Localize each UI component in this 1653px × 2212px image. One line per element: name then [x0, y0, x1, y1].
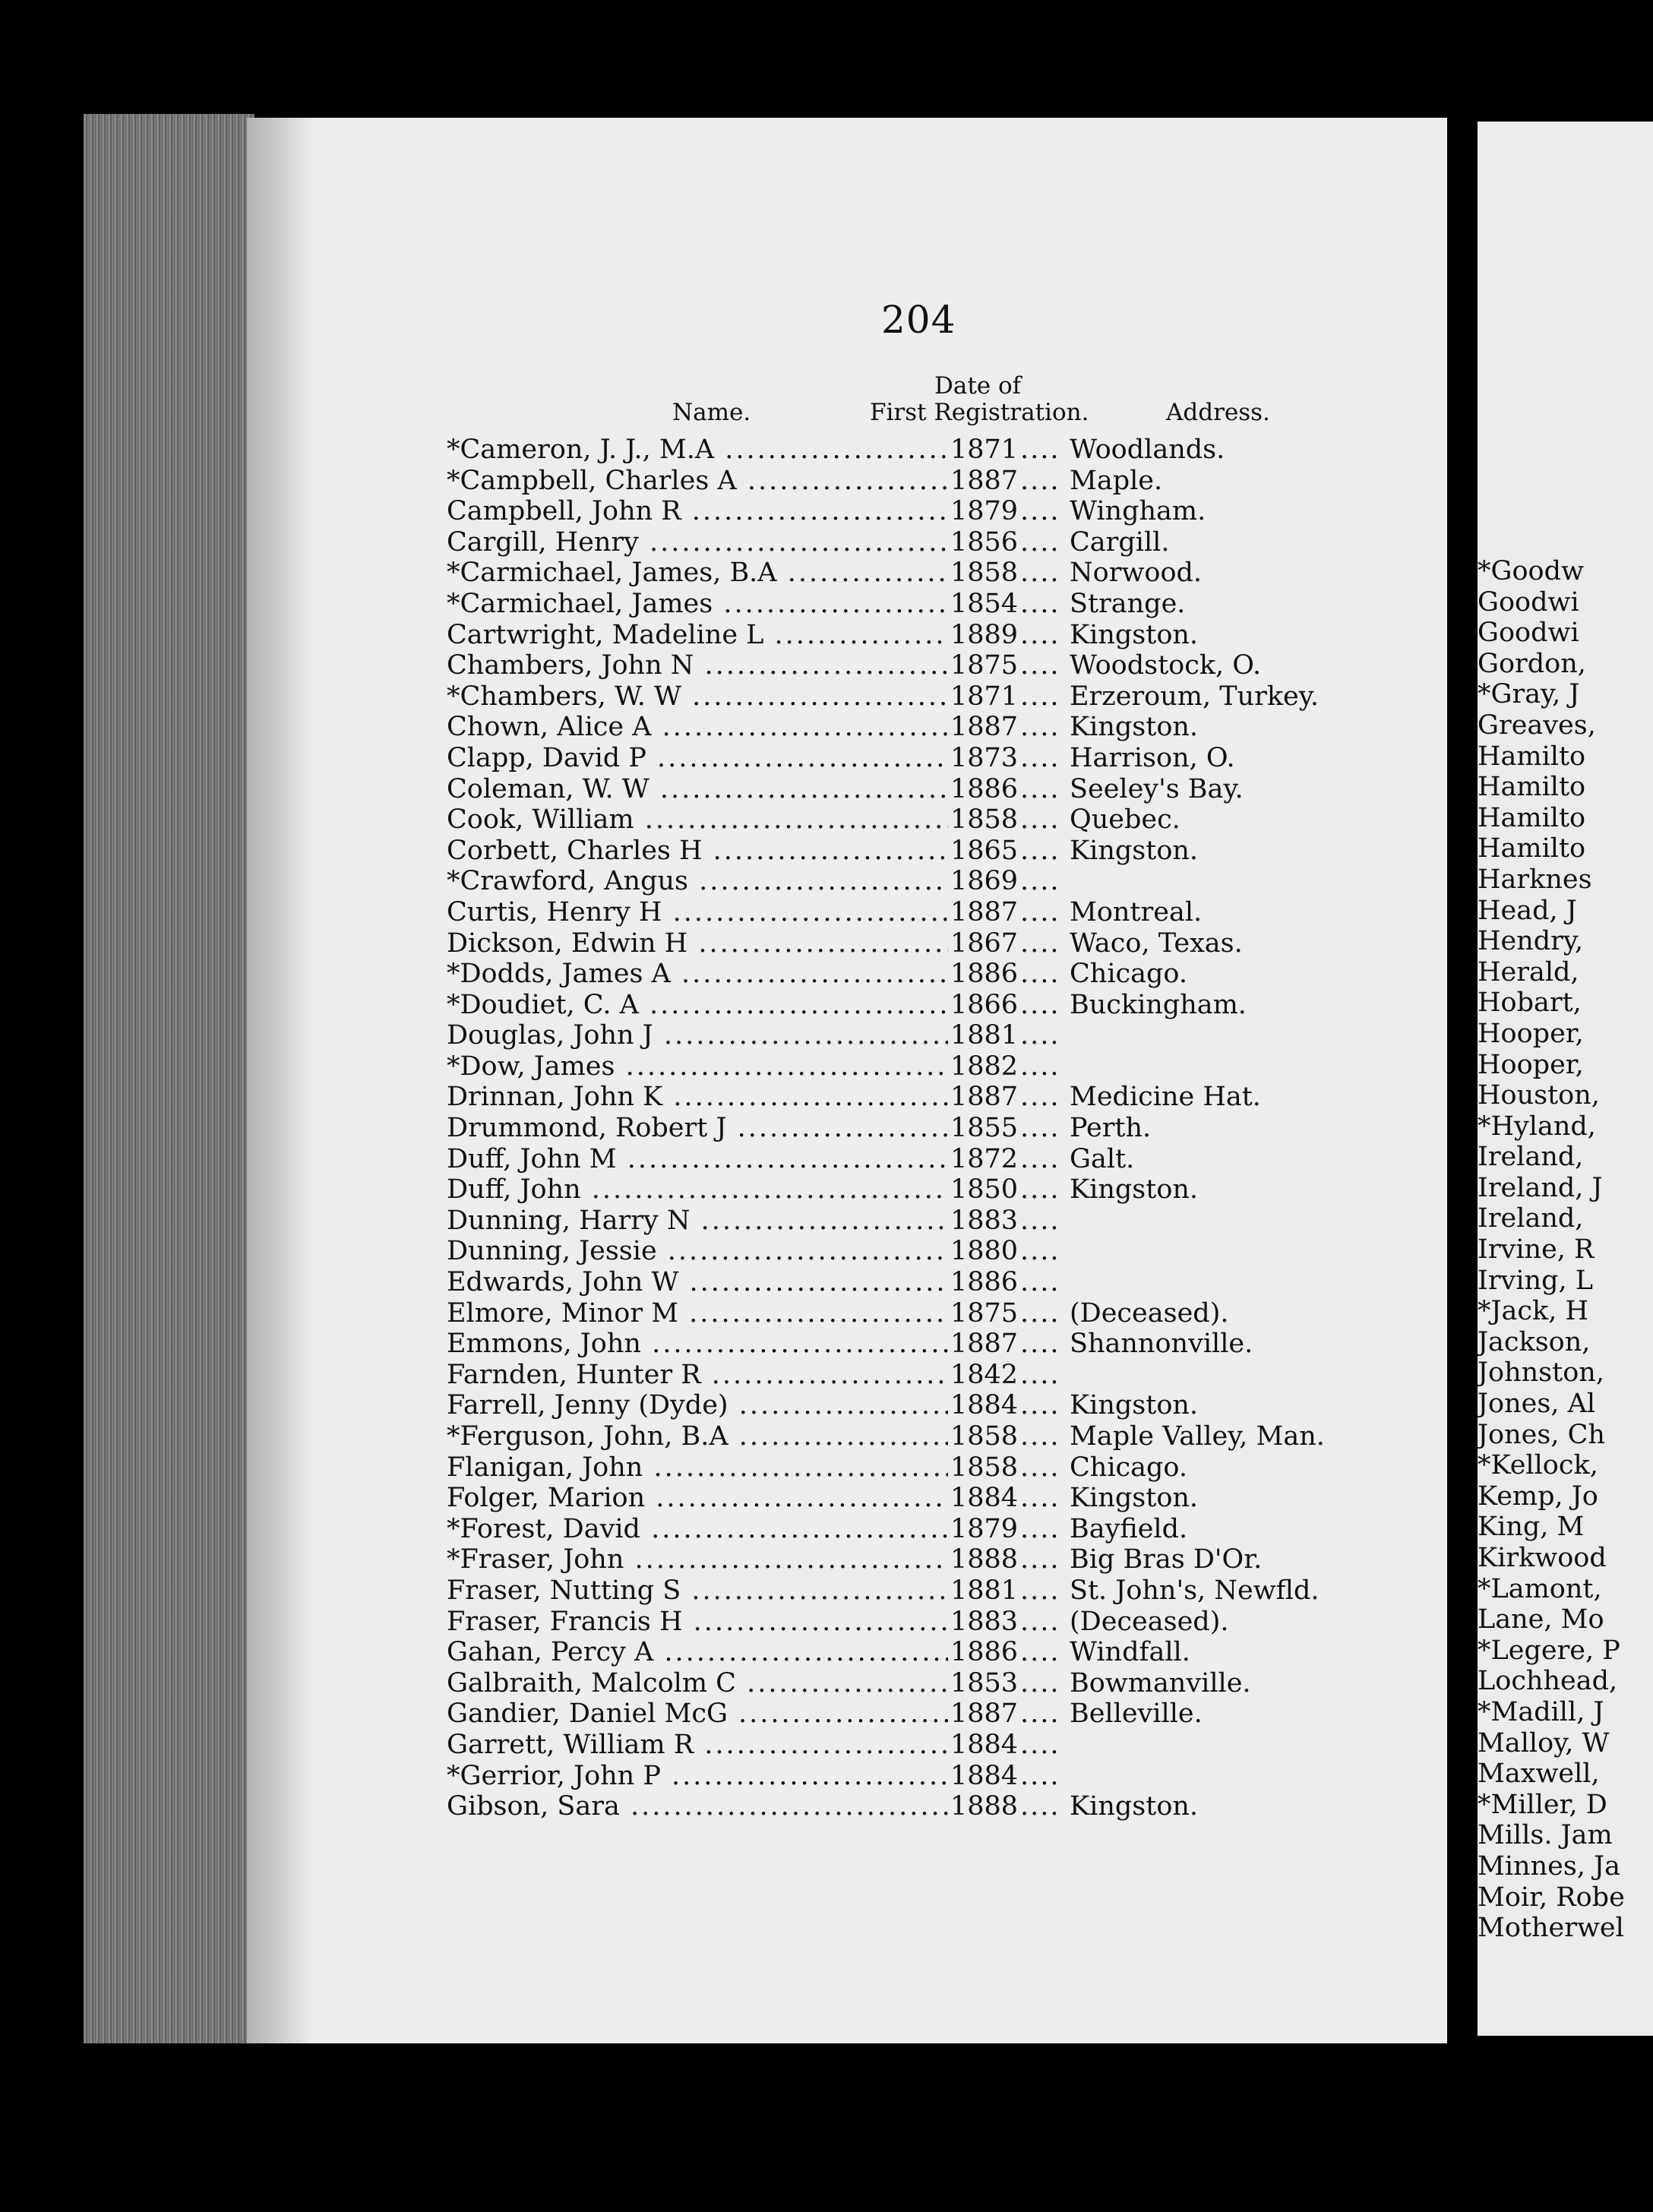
entry-year: 1884 [950, 1390, 1020, 1421]
entry-address: Belleville. [1070, 1698, 1203, 1730]
right-page-fragment-list [1478, 556, 1625, 1944]
entry-name: Farrell, Jenny (Dyde) ..... [447, 1390, 948, 1421]
entry-name: Clapp, David P ..... [447, 743, 948, 774]
list-item [447, 589, 1442, 620]
right-page-fragment: Hamilto [1478, 802, 1586, 833]
entry-year: 1886 [950, 959, 1020, 990]
right-page-fragment: Goodwi [1478, 586, 1579, 618]
list-item [447, 1761, 1442, 1792]
right-page-fragment: Kemp, Jo [1478, 1480, 1598, 1512]
list-item [447, 1360, 1442, 1391]
right-page-fragment: Malloy, W [1478, 1727, 1610, 1759]
leader-dots: .... [1020, 866, 1060, 897]
entry-year: 1887 [950, 712, 1020, 743]
entry-year: 1850 [950, 1174, 1020, 1206]
list-item [447, 712, 1442, 743]
entry-address: Erzeroum, Turkey. [1070, 681, 1320, 712]
list-item [447, 1607, 1442, 1638]
entry-year: 1875 [950, 650, 1020, 681]
list-item [447, 1390, 1442, 1421]
entry-name: *Campbell, Charles A ..... [447, 466, 948, 497]
entry-name: Fraser, Francis H ..... [447, 1607, 948, 1638]
right-page-fragment: Herald, [1478, 956, 1579, 988]
entry-year: 1869 [950, 866, 1020, 897]
list-item [447, 774, 1442, 805]
right-page-fragment: King, M [1478, 1512, 1585, 1543]
list-item [447, 681, 1442, 713]
entry-year: 1887 [950, 466, 1020, 497]
column-header-name: Name. [672, 399, 751, 426]
entry-address: Norwood. [1070, 558, 1203, 589]
book-page-right [1478, 122, 1653, 2036]
entry-name: Cartwright, Madeline L ..... [447, 620, 948, 651]
entry-name: *Cameron, J. J., M.A ..... [447, 434, 948, 466]
leader-dots: .... [1020, 1452, 1060, 1483]
list-item [447, 897, 1442, 928]
right-page-fragment: Ireland, J [1478, 1172, 1603, 1203]
right-page-fragment: Lane, Mo [1478, 1604, 1604, 1635]
entry-address: Chicago. [1070, 959, 1187, 990]
entry-year: 1883 [950, 1607, 1020, 1638]
right-page-fragment: Johnston, [1478, 1357, 1604, 1389]
entry-year: 1881 [950, 1575, 1020, 1607]
leader-dots: .... [1020, 1236, 1060, 1267]
entry-year: 1875 [950, 1298, 1020, 1329]
list-item [447, 1206, 1442, 1237]
leader-dots: .... [1020, 558, 1060, 589]
right-page-fragment: *Miller, D [1478, 1789, 1607, 1820]
entry-name: Duff, John M ..... [447, 1144, 948, 1175]
leader-dots: .... [1020, 1513, 1060, 1544]
leader-dots: .... [1020, 1329, 1060, 1360]
leader-dots: .... [1020, 1051, 1060, 1082]
list-item [447, 466, 1442, 497]
entry-address: Kingston. [1070, 835, 1199, 866]
list-item [447, 928, 1442, 959]
entry-address: Quebec. [1070, 804, 1180, 836]
right-page-fragment: Houston, [1478, 1080, 1600, 1111]
column-header-address: Address. [1166, 399, 1270, 426]
leader-dots: .... [1020, 526, 1060, 558]
right-page-fragment: *Lamont, [1478, 1573, 1602, 1604]
entry-name: Drinnan, John K ..... [447, 1082, 948, 1113]
list-item [447, 1544, 1442, 1575]
entry-name: Curtis, Henry H ..... [447, 897, 948, 928]
entry-name: *Ferguson, John, B.A ..... [447, 1421, 948, 1452]
leader-dots: .... [1020, 1760, 1060, 1791]
entry-year: 1887 [950, 897, 1020, 928]
list-item [447, 1020, 1442, 1051]
right-page-fragment: Lochhead, [1478, 1666, 1618, 1697]
entry-address: Kingston. [1070, 619, 1199, 650]
entry-year: 1889 [950, 620, 1020, 651]
entry-address: Kingston. [1070, 712, 1199, 743]
column-header-date-of: Date of [934, 372, 1022, 400]
entry-name: Elmore, Minor M ..... [447, 1298, 948, 1329]
leader-dots: .... [1020, 835, 1060, 866]
leader-dots: .... [1020, 1297, 1060, 1329]
entry-name: Edwards, John W ..... [447, 1267, 948, 1298]
leader-dots: .... [1020, 1421, 1060, 1452]
list-item [447, 1452, 1442, 1484]
leader-dots: .... [1020, 1544, 1060, 1575]
entry-address: Big Bras D'Or. [1070, 1544, 1263, 1575]
entry-year: 1879 [950, 1514, 1020, 1545]
entry-name: Drummond, Robert J ..... [447, 1113, 948, 1144]
leader-dots: .... [1020, 1667, 1060, 1698]
leader-dots: .... [1020, 1390, 1060, 1421]
right-page-fragment: Moir, Robe [1478, 1882, 1625, 1913]
entry-name: Dickson, Edwin H ..... [447, 928, 948, 959]
entry-address: Chicago. [1070, 1452, 1187, 1483]
entry-name: Cargill, Henry ..... [447, 527, 948, 558]
entry-name: Duff, John ..... [447, 1174, 948, 1206]
entry-name: Dunning, Harry N ..... [447, 1206, 948, 1237]
list-item [447, 1267, 1442, 1298]
leader-dots: .... [1020, 1020, 1060, 1051]
entry-name: *Gerrior, John P ..... [447, 1761, 948, 1792]
registration-list [447, 434, 1442, 1822]
leader-dots: .... [1020, 681, 1060, 712]
leader-dots: .... [1020, 896, 1060, 927]
leader-dots: .... [1020, 959, 1060, 990]
leader-dots: .... [1020, 1082, 1060, 1113]
leader-dots: .... [1020, 773, 1060, 804]
list-item [447, 1051, 1442, 1082]
entry-address: Kingston. [1070, 1791, 1199, 1822]
entry-name: Corbett, Charles H ..... [447, 836, 948, 867]
entry-year: 1887 [950, 1082, 1020, 1113]
entry-year: 1884 [950, 1761, 1020, 1792]
leader-dots: .... [1020, 712, 1060, 743]
entry-name: Emmons, John ..... [447, 1329, 948, 1360]
entry-name: *Forest, David ..... [447, 1514, 948, 1545]
entry-year: 1887 [950, 1698, 1020, 1730]
list-item [447, 1236, 1442, 1267]
entry-address: (Deceased). [1070, 1297, 1229, 1329]
right-page-fragment: Hooper, [1478, 1018, 1584, 1049]
entry-address: Maple. [1070, 465, 1163, 496]
entry-name: Folger, Marion ..... [447, 1483, 948, 1514]
right-page-fragment: *Hyland, [1478, 1111, 1596, 1142]
entry-name: *Dodds, James A ..... [447, 959, 948, 990]
entry-year: 1881 [950, 1020, 1020, 1051]
entry-year: 1887 [950, 1329, 1020, 1360]
leader-dots: .... [1020, 496, 1060, 527]
entry-name: Garrett, William R ..... [447, 1730, 948, 1761]
entry-year: 1867 [950, 928, 1020, 959]
entry-year: 1884 [950, 1730, 1020, 1761]
right-page-fragment: Irvine, R [1478, 1234, 1595, 1266]
leader-dots: .... [1020, 1205, 1060, 1236]
leader-dots: .... [1020, 804, 1060, 836]
entry-address: Waco, Texas. [1070, 927, 1243, 959]
right-page-fragment: Maxwell, [1478, 1759, 1600, 1790]
list-item [447, 959, 1442, 990]
list-item [447, 1637, 1442, 1668]
right-page-fragment: Minnes, Ja [1478, 1850, 1620, 1882]
entry-name: Farnden, Hunter R ..... [447, 1360, 948, 1391]
entry-name: Chambers, John N ..... [447, 650, 948, 681]
entry-name: Coleman, W. W ..... [447, 774, 948, 805]
entry-year: 1858 [950, 804, 1020, 836]
leader-dots: .... [1020, 465, 1060, 496]
entry-name: *Chambers, W. W ..... [447, 681, 948, 713]
list-item [447, 496, 1442, 527]
right-page-fragment: Hendry, [1478, 926, 1584, 957]
entry-name: Chown, Alice A ..... [447, 712, 948, 743]
list-item [447, 1113, 1442, 1144]
entry-year: 1883 [950, 1206, 1020, 1237]
list-item [447, 743, 1442, 774]
entry-year: 1855 [950, 1113, 1020, 1144]
entry-name: *Crawford, Angus ..... [447, 866, 948, 897]
leader-dots: .... [1020, 1606, 1060, 1637]
leader-dots: .... [1020, 1729, 1060, 1760]
right-page-fragment: Hooper, [1478, 1049, 1584, 1080]
list-item [447, 1421, 1442, 1452]
list-item [447, 1730, 1442, 1761]
entry-year: 1872 [950, 1144, 1020, 1175]
entry-address: Woodlands. [1070, 434, 1225, 465]
book-gutter [1447, 114, 1478, 2059]
right-page-fragment: *Madill, J [1478, 1696, 1604, 1727]
entry-address: Wingham. [1070, 496, 1206, 527]
leader-dots: .... [1020, 1359, 1060, 1390]
entry-year: 1842 [950, 1360, 1020, 1391]
list-item [447, 527, 1442, 558]
entry-year: 1865 [950, 836, 1020, 867]
entry-name: *Carmichael, James, B.A ..... [447, 558, 948, 589]
leader-dots: .... [1020, 588, 1060, 619]
right-page-fragment: Jackson, [1478, 1326, 1591, 1357]
entry-year: 1871 [950, 681, 1020, 713]
leader-dots: .... [1020, 619, 1060, 650]
entry-address: Shannonville. [1070, 1329, 1253, 1360]
list-item [447, 1698, 1442, 1730]
right-page-fragment: *Gray, J [1478, 679, 1580, 710]
leader-dots: .... [1020, 1113, 1060, 1144]
right-page-fragment: Motherwel [1478, 1913, 1624, 1944]
list-item [447, 990, 1442, 1021]
list-item [447, 1514, 1442, 1545]
page-number: 204 [881, 298, 956, 342]
column-header-first-registration: First Registration. [870, 399, 1089, 426]
entry-address: Galt. [1070, 1143, 1135, 1174]
list-item [447, 804, 1442, 836]
entry-name: *Carmichael, James ..... [447, 589, 948, 620]
entry-name: *Fraser, John ..... [447, 1544, 948, 1575]
right-page-fragment: Hobart, [1478, 988, 1582, 1019]
leader-dots: .... [1020, 1267, 1060, 1298]
entry-name: Gandier, Daniel McG ..... [447, 1698, 948, 1730]
entry-year: 1880 [950, 1236, 1020, 1267]
leader-dots: .... [1020, 742, 1060, 773]
entry-name: *Doudiet, C. A ..... [447, 990, 948, 1021]
list-item [447, 1575, 1442, 1607]
entry-address: Seeley's Bay. [1070, 773, 1244, 804]
list-item [447, 1174, 1442, 1206]
leader-dots: .... [1020, 1575, 1060, 1606]
leader-dots: .... [1020, 927, 1060, 959]
right-page-fragment: Hamilto [1478, 741, 1586, 772]
leader-dots: .... [1020, 1637, 1060, 1668]
leader-dots: .... [1020, 1483, 1060, 1514]
leader-dots: .... [1020, 989, 1060, 1020]
entry-year: 1886 [950, 774, 1020, 805]
right-page-fragment: Hamilto [1478, 833, 1586, 864]
entry-address: Bowmanville. [1070, 1667, 1251, 1698]
entry-address: Harrison, O. [1070, 742, 1235, 773]
list-item [447, 1668, 1442, 1699]
entry-name: Gibson, Sara ..... [447, 1791, 948, 1822]
leader-dots: .... [1020, 650, 1060, 681]
right-page-fragment: Jones, Ch [1478, 1419, 1605, 1450]
entry-address: Woodstock, O. [1070, 650, 1262, 681]
right-page-fragment: Greaves, [1478, 709, 1596, 741]
entry-year: 1888 [950, 1791, 1020, 1822]
right-page-fragment: *Goodw [1478, 556, 1584, 586]
entry-year: 1858 [950, 558, 1020, 589]
right-page-fragment: Kirkwood [1478, 1543, 1607, 1573]
list-item [447, 1144, 1442, 1175]
entry-year: 1866 [950, 990, 1020, 1021]
page-binding-shadow [247, 118, 315, 2043]
list-item [447, 836, 1442, 867]
entry-address: Kingston. [1070, 1390, 1199, 1421]
entry-address: (Deceased). [1070, 1606, 1229, 1637]
book-page-edges [84, 114, 254, 2043]
right-page-fragment: Goodwi [1478, 618, 1579, 649]
leader-dots: .... [1020, 1143, 1060, 1174]
right-page-fragment: Irving, L [1478, 1265, 1593, 1296]
right-page-fragment: Ireland, [1478, 1203, 1584, 1234]
entry-name: Douglas, John J ..... [447, 1020, 948, 1051]
entry-name: Cook, William ..... [447, 804, 948, 836]
entry-address: Kingston. [1070, 1483, 1199, 1514]
list-item [447, 1483, 1442, 1514]
list-item [447, 620, 1442, 651]
entry-year: 1886 [950, 1637, 1020, 1668]
list-item [447, 558, 1442, 589]
entry-address: Strange. [1070, 588, 1186, 619]
right-page-fragment: Mills. Jam [1478, 1820, 1613, 1851]
entry-year: 1882 [950, 1051, 1020, 1082]
entry-year: 1879 [950, 496, 1020, 527]
entry-name: Fraser, Nutting S ..... [447, 1575, 948, 1607]
entry-name: Gahan, Percy A ..... [447, 1637, 948, 1668]
entry-year: 1884 [950, 1483, 1020, 1514]
list-item [447, 434, 1442, 466]
right-page-fragment: Harknes [1478, 864, 1592, 895]
leader-dots: .... [1020, 434, 1060, 465]
entry-year: 1854 [950, 589, 1020, 620]
right-page-fragment: Gordon, [1478, 648, 1586, 679]
entry-address: Medicine Hat. [1070, 1082, 1261, 1113]
list-item [447, 1791, 1442, 1822]
right-page-fragment: *Legere, P [1478, 1635, 1620, 1666]
entry-address: Bayfield. [1070, 1513, 1188, 1544]
entry-year: 1858 [950, 1452, 1020, 1484]
entry-name: Campbell, John R ..... [447, 496, 948, 527]
right-page-fragment: Hamilto [1478, 772, 1586, 803]
entry-address: Kingston. [1070, 1174, 1199, 1206]
list-item [447, 1329, 1442, 1360]
list-item [447, 1298, 1442, 1329]
entry-address: Perth. [1070, 1113, 1152, 1144]
leader-dots: .... [1020, 1174, 1060, 1206]
list-item [447, 866, 1442, 897]
entry-year: 1856 [950, 527, 1020, 558]
entry-year: 1888 [950, 1544, 1020, 1575]
entry-name: Dunning, Jessie ..... [447, 1236, 948, 1267]
entry-address: St. John's, Newfld. [1070, 1575, 1320, 1606]
list-item [447, 1082, 1442, 1113]
entry-address: Windfall. [1070, 1637, 1190, 1668]
entry-name: *Dow, James ..... [447, 1051, 948, 1082]
right-page-fragment: *Jack, H [1478, 1296, 1588, 1327]
leader-dots: .... [1020, 1791, 1060, 1822]
entry-name: Flanigan, John ..... [447, 1452, 948, 1484]
leader-dots: .... [1020, 1698, 1060, 1730]
entry-year: 1871 [950, 434, 1020, 466]
right-page-fragment: Ireland, [1478, 1142, 1584, 1173]
right-page-fragment: *Kellock, [1478, 1450, 1598, 1481]
entry-year: 1873 [950, 743, 1020, 774]
entry-address: Maple Valley, Man. [1070, 1421, 1325, 1452]
right-page-fragment: Head, J [1478, 895, 1577, 926]
right-page-fragment: Jones, Al [1478, 1389, 1596, 1420]
entry-address: Cargill. [1070, 526, 1170, 558]
entry-address: Buckingham. [1070, 989, 1247, 1020]
entry-address: Montreal. [1070, 896, 1203, 927]
entry-year: 1858 [950, 1421, 1020, 1452]
entry-name: Galbraith, Malcolm C ..... [447, 1668, 948, 1699]
list-item [447, 650, 1442, 681]
entry-year: 1886 [950, 1267, 1020, 1298]
entry-year: 1853 [950, 1668, 1020, 1699]
